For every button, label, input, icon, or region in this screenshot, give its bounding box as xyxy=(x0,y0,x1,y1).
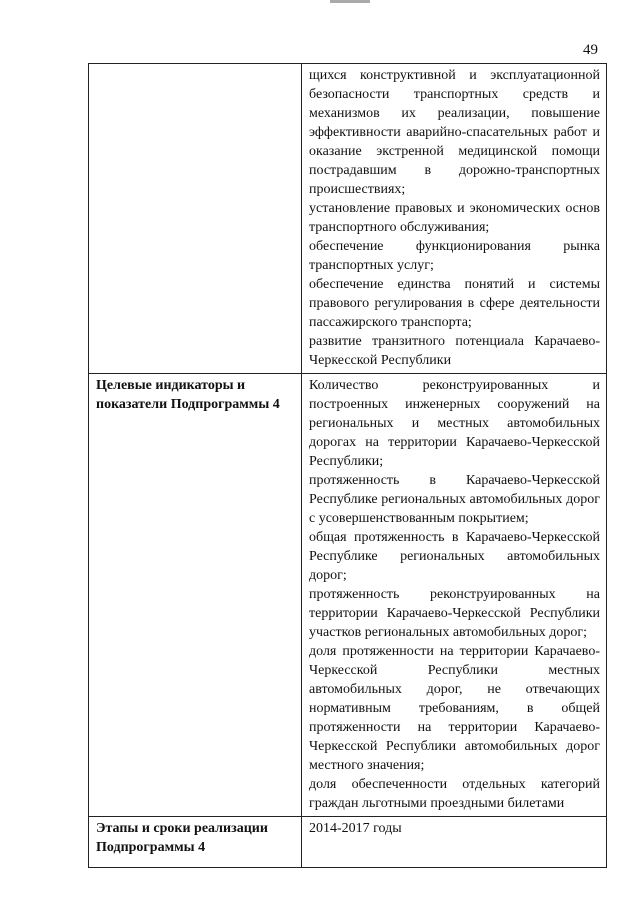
continued-content-cell xyxy=(302,64,607,374)
indicator-paragraph: доля обеспеченности отдельных категорий граждан льготными проездными билетами xyxy=(309,777,600,811)
stages-value: 2014-2017 годы xyxy=(302,817,607,868)
continued-paragraph: установление правовых и экономических основ транспортного обслуживания; xyxy=(309,201,600,235)
page-number: 49 xyxy=(583,42,598,58)
continued-paragraph: щихся конструктивной и эксплуатационной безопасности транспортных средств и механизмов их реализации, повышение эффективности аварийно-спасательных работ и оказание экстренной медицинской помощи пострадавшим в дорожно-транспортных происшествиях; xyxy=(309,68,600,197)
indicator-paragraph: Количество реконструированных и построенных инженерных сооружений на региональных и местных автомобильных дорогах на территории Карачаево-Черкесской Республики; xyxy=(309,378,600,469)
indicators-content-cell xyxy=(302,374,607,817)
indicator-paragraph: общая протяженность в Карачаево-Черкесской Республике региональных автомобильных дорог; xyxy=(309,530,600,583)
continued-paragraph: развитие транзитного потенциала Карачаево-Черкесской Республики xyxy=(309,334,600,368)
stages-label: Этапы и сроки реализации Подпрограммы 4 xyxy=(89,817,302,868)
indicator-paragraph: протяженность в Карачаево-Черкесской Республике региональных автомобильных дорог с усовершенствованным покрытием; xyxy=(309,473,600,526)
indicator-paragraph: протяженность реконструированных на территории Карачаево-Черкесской Республики участков региональных автомобильных дорог; xyxy=(309,587,600,640)
table-row-indicators xyxy=(89,374,607,817)
scan-artifact xyxy=(330,0,370,3)
subprogram-passport-table xyxy=(88,63,607,868)
indicators-label: Целевые индикаторы и показатели Подпрограммы 4 xyxy=(89,374,302,817)
table-row-stages xyxy=(89,817,607,868)
indicator-paragraph: доля протяженности на территории Карачаево-Черкесской Республики местных автомобильных дорог, не отвечающих нормативным требованиям, в общей протяженности на территории Карачаево-Черкесской Республики автомобильных дорог местного значения; xyxy=(309,644,600,773)
table-row-continued xyxy=(89,64,607,374)
continued-label-cell xyxy=(89,64,302,374)
continued-paragraph: обеспечение единства понятий и системы правового регулирования в сфере деятельности пассажирского транспорта; xyxy=(309,277,600,330)
continued-paragraph: обеспечение функционирования рынка транспортных услуг; xyxy=(309,239,600,273)
